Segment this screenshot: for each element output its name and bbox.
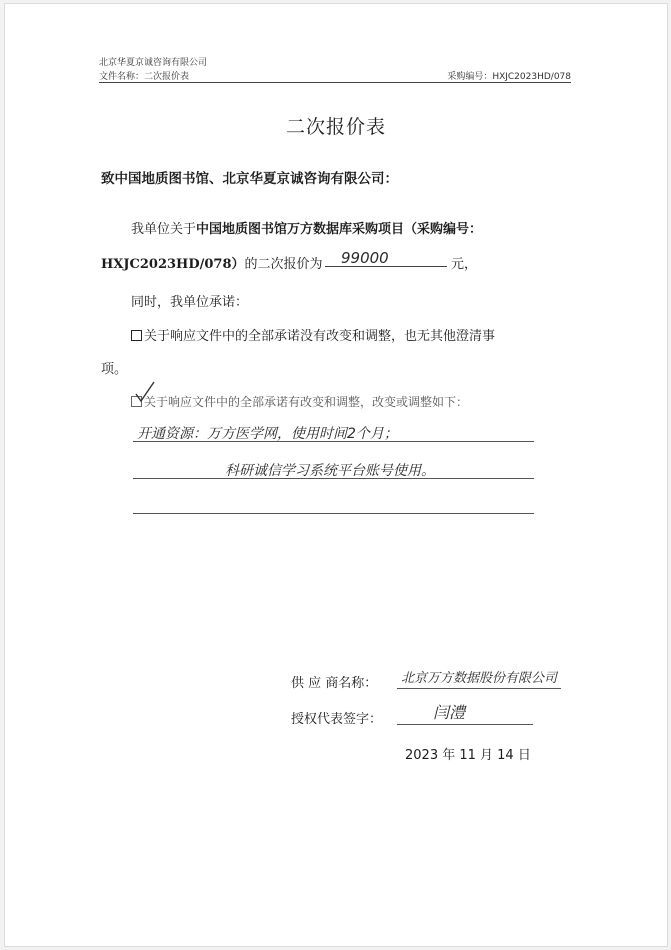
price-underline — [325, 266, 447, 267]
body-line1-prefix: 我单位关于 — [131, 222, 197, 237]
header-file-name: 文件名称：二次报价表 — [99, 72, 190, 82]
commit-intro: 同时，我单位承诺： — [131, 295, 249, 310]
page-title: 二次报价表 — [285, 116, 386, 138]
sign-date: 2023 年 11 月 14 日 — [405, 748, 531, 763]
option-1 — [131, 325, 495, 344]
handwritten-line-1: 开通资源：万方医学网，使用时间2个月； — [137, 426, 398, 442]
option-2 — [131, 393, 468, 410]
supplier-underline — [397, 688, 561, 689]
header-divider — [99, 82, 571, 83]
rep-underline — [397, 724, 533, 725]
option1-checkbox[interactable] — [131, 330, 142, 341]
supplier-handwritten: 北京万方数据股份有限公司 — [401, 671, 558, 686]
addressee: 致中国地质图书馆、北京华夏京诚咨询有限公司： — [101, 171, 398, 187]
price-handwritten: 99000 — [341, 249, 389, 267]
rep-label: 授权代表签字： — [291, 712, 383, 727]
fill-line-1 — [133, 441, 534, 442]
option1-line1: 关于响应文件中的全部承诺没有改变和调整，也无其他澄清事 — [144, 329, 496, 344]
handwritten-line-2: 科研诚信学习系统平台账号使用。 — [225, 463, 435, 479]
option2-line1: 关于响应文件中的全部承诺有改变和调整，改变或调整如下： — [144, 395, 469, 409]
supplier-label: 供 应 商名称： — [291, 676, 378, 691]
header-company: 北京华夏京诚咨询有限公司 — [99, 58, 208, 68]
fill-line-2 — [133, 478, 534, 479]
option1-line2: 项。 — [101, 362, 128, 377]
body-line2-suffix: 元， — [451, 257, 478, 272]
body-line-2 — [101, 253, 323, 272]
body-line1-bold: 中国地质图书馆万方数据库采购项目（采购编号： — [196, 222, 483, 237]
body-line2-bold: HXJC2023HD/078） — [101, 257, 245, 272]
rep-signature: 闫澧 — [433, 703, 466, 722]
header-procurement-code: 采购编号：HXJC2023HD/078 — [447, 72, 571, 82]
document-page — [4, 3, 668, 947]
checkmark-icon — [132, 380, 158, 406]
body-line2-mid: 的二次报价为 — [244, 257, 323, 272]
body-line-1 — [131, 218, 482, 237]
fill-line-3 — [133, 513, 534, 514]
